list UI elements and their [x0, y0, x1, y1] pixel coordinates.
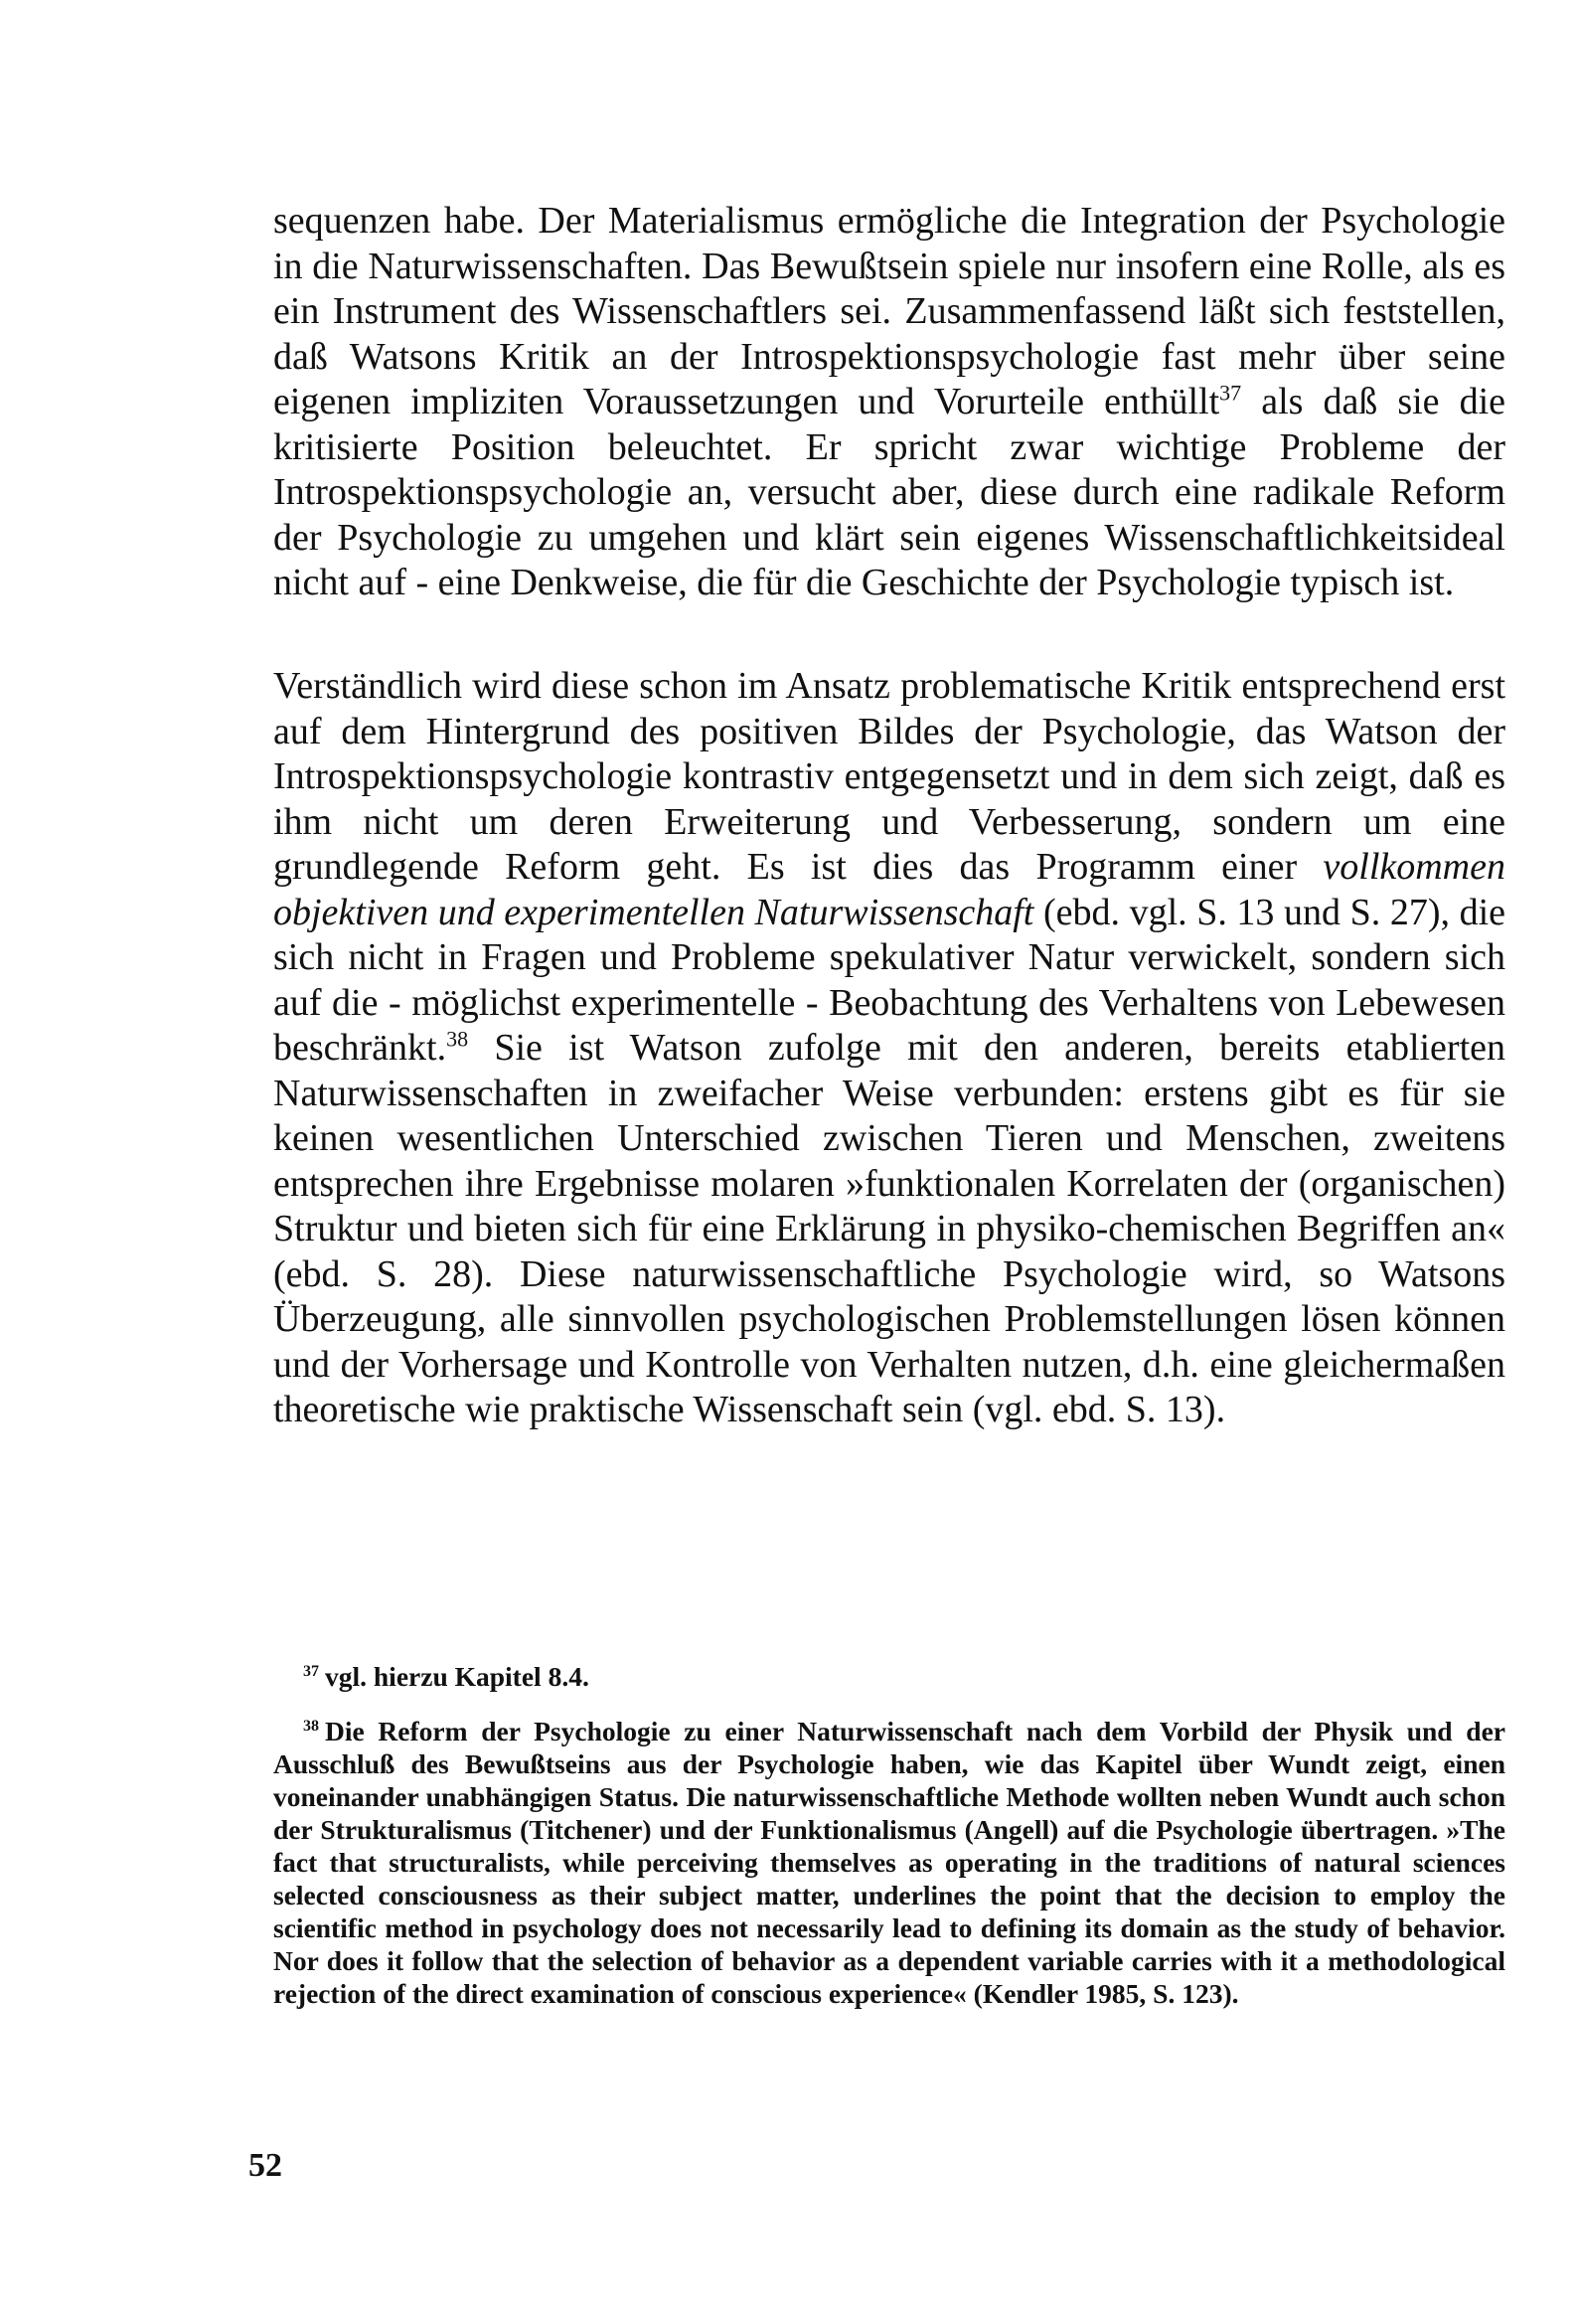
footnote-reference-38: 38 — [446, 1026, 469, 1052]
footnote-reference-37: 37 — [1219, 380, 1242, 406]
page-number: 52 — [248, 2147, 282, 2184]
paragraph-1-text-b: als daß sie die kritisierte Position beleuchtet. Er spricht zwar wichtige Probleme der Introspektionspsychologie an, versucht aber, diese durch eine radikale Reform der Psychologie zu umgehen und klärt sein eigenes Wissenschaftlichkeitsideal nicht auf - eine Denkweise, die für die Geschichte der Psychologie typisch ist. — [273, 381, 1506, 603]
paragraph-2-italic-emphasis: vollkommen objektiven und experimentellen Naturwissenschaft — [273, 846, 1505, 933]
footnote-37-text: vgl. hierzu Kapitel 8.4. — [325, 1661, 589, 1692]
footnote-38-mark: 38 — [303, 1717, 319, 1735]
paragraph-2-text-a: Verständlich wird diese schon im Ansatz problematische Kritik entsprechend erst auf dem Hintergrund des positiven Bildes der Psychologie, das Watson der Introspektionspsychologie kontrastiv entgegensetzt und in dem sich zeigt, daß es ihm nicht um deren Erweiterung und Verbesserung, sondern um eine grundlegende Reform geht. Es ist dies das Programm einer — [273, 665, 1505, 888]
footnote-38-text: Die Reform der Psychologie zu einer Naturwissenschaft nach dem Vorbild der Physik und der Ausschluß des Bewußtseins aus der Psychologie haben, wie das Kapitel über Wundt zeigt, einen voneinander unabhängigen Status. Die naturwissenschaftliche Methode wollten neben Wundt auch schon der Strukturalismus (Titchener) und der Funktionalismus (Angell) auf die Psychologie übertragen. »The fact that structuralists, while perceiving themselves as operating in the traditions of natural sciences selected consciousness as their subject matter, underlines the point that the decision to employ the scientific method in psychology does not necessarily lead to defining its domain as the study of behavior. Nor does it follow that the selection of behavior as a dependent variable carries with it a methodological rejection of the direct examination of conscious experience« (Kendler 1985, S. 123). — [273, 1716, 1505, 2009]
footnote-37-mark: 37 — [303, 1662, 319, 1680]
body-paragraph-2 — [273, 664, 1505, 1433]
footnote-38 — [273, 1715, 1505, 2010]
paragraph-1-text-a: sequenzen habe. Der Materialismus ermögliche die Integration der Psychologie in die Naturwissenschaften. Das Bewußtsein spiele nur insofern eine Rolle, als es ein Instrument des Wissenschaftlers sei. Zusammenfassend läßt sich feststellen, daß Watsons Kritik an der Introspektionspsychologie fast mehr über seine eigenen impliziten Voraussetzungen und Vorurteile enthüllt — [273, 200, 1505, 422]
body-paragraph-1 — [273, 199, 1505, 606]
paragraph-2-text-c: Sie ist Watson zufolge mit den anderen, bereits etablierten Naturwissenschaften in zweifacher Weise verbunden: erstens gibt es für sie keinen wesentlichen Unterschied zwischen Tieren und Menschen, zweitens entsprechen ihre Ergebnisse molaren »funktionalen Korrelaten der (organischen) Struktur und bieten sich für eine Erklärung in physiko-chemischen Begriffen an« (ebd. S. 28). Diese naturwissenschaftliche Psychologie wird, so Watsons Überzeugung, alle sinnvollen psychologischen Problemstellungen lösen können und der Vorhersage und Kontrolle von Verhalten nutzen, d.h. eine gleichermaßen theoretische wie praktische Wissenschaft sein (vgl. ebd. S. 13). — [273, 1027, 1505, 1430]
paragraph-2-text-b: (ebd. vgl. S. 13 und S. 27), die sich nicht in Fragen und Probleme spekulativer Natur verwickelt, sondern sich auf die - möglichst experimentelle - Beobachtung des Verhaltens von Lebewesen beschränkt. — [273, 891, 1505, 1069]
footnote-37 — [273, 1660, 1505, 1693]
